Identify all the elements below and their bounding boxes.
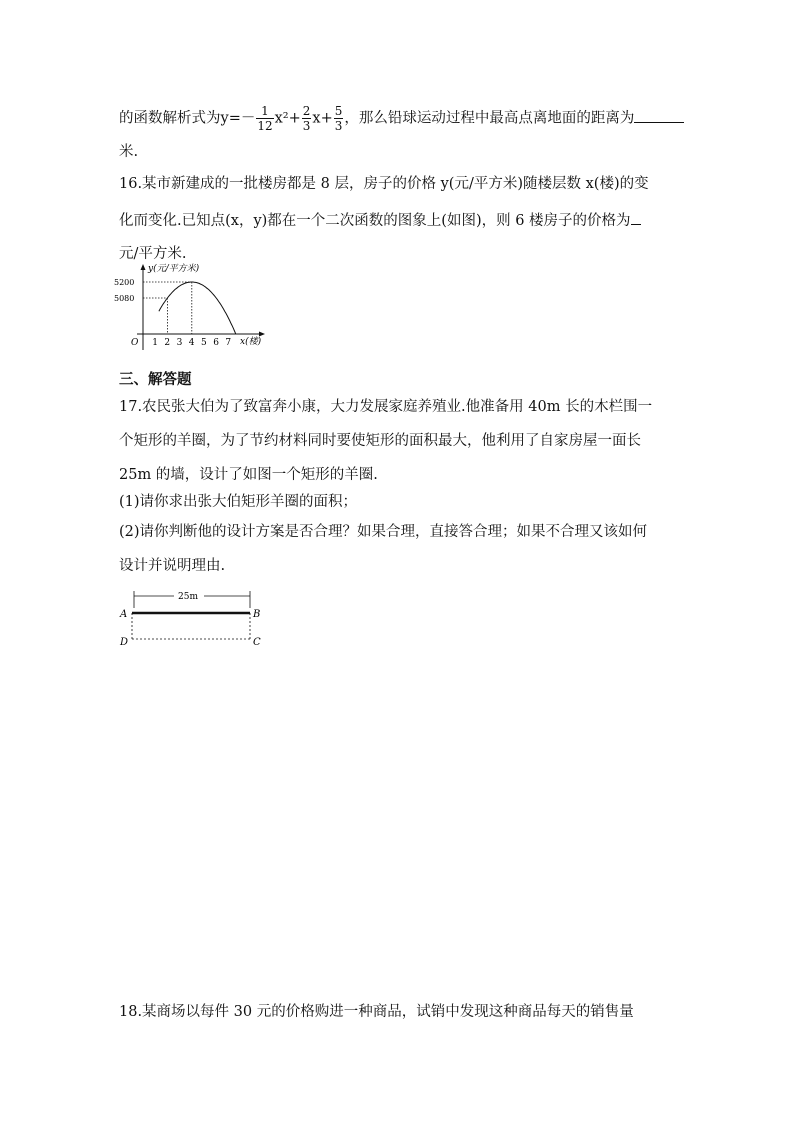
q15-line [119, 104, 684, 133]
q17-part2a: (2)请你判断他的设计方案是否合理？如果合理，直接答合理；如果不合理又该如何 [119, 524, 648, 540]
q17-part2b: 设计并说明理由. [119, 558, 226, 574]
q17-part1: (1)请你求出张大伯矩形羊圈的面积； [119, 494, 358, 510]
q17-line3: 25m 的墙，设计了如图一个矩形的羊圈. [119, 467, 378, 483]
y-axis-arrow [141, 264, 146, 270]
x-tick-5: 5 [201, 338, 207, 348]
x-tick-labels [152, 338, 231, 348]
y-tick-labels [114, 278, 134, 303]
y-tick-5200: 5200 [114, 278, 135, 287]
q15-end: 米. [119, 144, 139, 160]
q15-post: ，那么铅球运动过程中最高点离地面的距离为 [344, 110, 635, 127]
parabola-curve [159, 282, 236, 334]
x-tick-3: 3 [176, 338, 183, 348]
wall-length-label: 25m [178, 592, 198, 602]
x-axis-arrow [259, 332, 265, 337]
fraction-1-12: $\frac{1}{12}$ [257, 104, 273, 133]
q16-line2: 化而变化.已知点(x，y)都在一个二次函数的图象上(如图)，则 6 楼房子的价格为 [119, 210, 641, 231]
q17-line1: 17.农民张大伯为了致富奔小康，大力发展家庭养殖业.他准备用 40m 长的木栏围一 [119, 399, 653, 415]
fraction-2-3: $\frac{2}{3}$ [302, 104, 311, 133]
rectangle-pen-figure [112, 586, 272, 656]
answer-blank [631, 210, 641, 225]
q15-x2: x²+ [274, 110, 301, 127]
x-tick-7: 7 [225, 338, 232, 348]
vertex-A: A [120, 609, 128, 620]
vertex-C: C [253, 637, 261, 648]
vertex-B: B [253, 609, 261, 620]
x-tick-4: 4 [188, 338, 195, 348]
x-tick-6: 6 [213, 338, 219, 348]
y-axis-label: y(元/平方米) [148, 264, 200, 274]
q18-line1: 18.某商场以每件 30 元的价格购进一种商品，试销中发现这种商品每天的销售量 [119, 1004, 634, 1020]
section-title: 三、解答题 [119, 371, 192, 388]
x-axis-label: x(楼) [240, 337, 262, 347]
origin-label: O [131, 338, 139, 348]
x-tick-2: 2 [164, 338, 171, 348]
price-floor-chart [112, 262, 282, 362]
x-tick-1: 1 [152, 338, 158, 348]
vertex-D: D [120, 637, 129, 648]
fraction-5-3: $\frac{5}{3}$ [334, 104, 343, 133]
q16-line3: 元/平方米. [119, 246, 187, 262]
answer-blank [634, 108, 684, 123]
q17-line2: 个矩形的羊圈，为了节约材料同时要使矩形的面积最大，他利用了自家房屋一面长 [119, 433, 641, 449]
y-tick-5080: 5080 [114, 294, 135, 303]
q15-pre: 的函数解析式为y=－ [119, 110, 256, 127]
q15-x: x+ [312, 110, 333, 127]
q16-line1: 16.某市新建成的一批楼房都是 8 层，房子的价格 y(元/平方米)随楼层数 x(楼)的变 [119, 176, 649, 192]
dotted-guides [143, 282, 192, 334]
